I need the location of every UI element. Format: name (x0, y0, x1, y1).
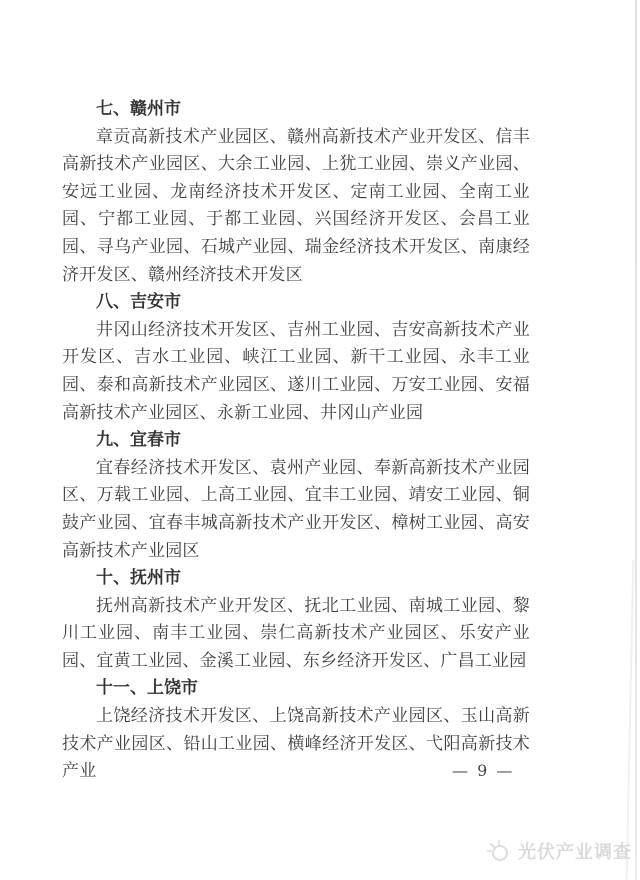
section-heading: 十一、上饶市 (96, 678, 198, 699)
section-heading: 十、抚州市 (96, 568, 181, 589)
section-body: 井冈山经济技术开发区、吉州工业园、吉安高新技术产业开发区、吉水工业园、峡江工业园、新干工业园、永丰工业园、泰和高新技术产业园区、遂川工业园、万安工业园、安福高新技术产业园区、永新工业园、井冈山产业园 (62, 319, 530, 423)
section-body: 宜春经济技术开发区、袁州产业园、奉新高新技术产业园区、万载工业园、上高工业园、宜丰工业园、靖安工业园、铜鼓产业园、宜春丰城高新技术产业开发区、樟树工业园、高安高新技术产业园区 (62, 457, 530, 561)
section-heading: 九、宜春市 (96, 430, 181, 451)
section-body: 上饶经济技术开发区、上饶高新技术产业园区、玉山高新技术产业园区、铅山工业园、横峰经济开发区、弋阳高新技术产业 (62, 706, 530, 782)
document-body (62, 96, 530, 786)
watermark-footer (486, 838, 632, 864)
section-heading: 七、赣州市 (96, 99, 181, 119)
section-body: 章贡高新技术产业园区、赣州高新技术产业开发区、信丰高新技术产业园区、大余工业园、上犹工业园、崇义产业园、安远工业园、龙南经济技术开发区、定南工业园、全南工业园、宁都工业园、于都工业园、兴国经济开发区、会昌工业园、寻乌产业园、石城产业园、瑞金经济技术开发区、南康经济开发区、赣州经济技术开发区 (62, 126, 530, 285)
city-section (62, 565, 530, 675)
city-section (62, 289, 530, 427)
section-heading: 八、吉安市 (96, 292, 181, 313)
city-section (62, 96, 530, 289)
section-body: 抚州高新技术产业开发区、抚北工业园、南城工业园、黎川工业园、南丰工业园、崇仁高新技术产业园区、乐安产业园、宜黄工业园、金溪工业园、东乡经济开发区、广昌工业园 (62, 595, 530, 671)
scan-edge-line (635, 0, 637, 880)
scan-edge-shadow (626, 560, 635, 880)
page-number: — 9 — (452, 761, 515, 780)
sun-logo-icon (486, 838, 512, 864)
city-section (62, 427, 530, 565)
watermark-label: 光伏产业调查 (518, 842, 632, 863)
